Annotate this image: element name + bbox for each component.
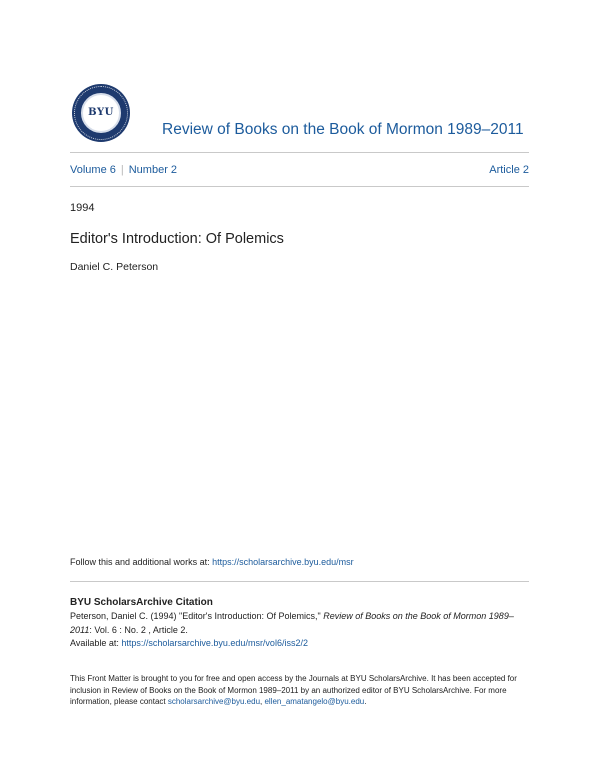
access-notice-text: This Front Matter is brought to you for free and open access by the Journals at BYU ScholarsArchive. It has been accepted for inclusion in Review of Books on the Book of Mormon 1989–2011 by an authorized editor of BYU ScholarsArchive. For more information, please contact (70, 674, 517, 706)
available-label: Available at: (70, 638, 122, 648)
journal-title-link[interactable]: Review of Books on the Book of Mormon 1989–2011 (162, 121, 524, 138)
citation-prefix: Peterson, Daniel C. (1994) "Editor's Introduction: Of Polemics," (70, 611, 324, 621)
volume-link[interactable]: Volume 6 (70, 164, 116, 176)
follow-link[interactable]: https://scholarsarchive.byu.edu/msr (212, 557, 354, 567)
access-notice (70, 673, 532, 708)
seal-text: BYU (88, 107, 114, 118)
divider-top (70, 152, 529, 153)
citation-suffix: : Vol. 6 : No. 2 , Article 2. (89, 624, 188, 635)
contact-email-1[interactable]: scholarsarchive@byu.edu (167, 697, 261, 706)
seal-ring-decoration (74, 86, 128, 140)
citation-heading: BYU ScholarsArchive Citation (70, 597, 213, 608)
article-number-link[interactable]: Article 2 (489, 164, 529, 176)
available-link[interactable]: https://scholarsarchive.byu.edu/msr/vol6/iss2/2 (121, 638, 308, 648)
number-link[interactable]: Number 2 (128, 164, 178, 176)
citation-block (70, 610, 532, 651)
divider-bottom (70, 186, 529, 187)
byu-seal-logo (72, 84, 130, 142)
divider-citation (70, 581, 529, 582)
email-separator: , (260, 697, 265, 706)
article-title: Editor's Introduction: Of Polemics (70, 231, 284, 247)
issue-separator: | (120, 164, 124, 176)
issue-info-row (70, 164, 529, 176)
author-name: Daniel C. Peterson (70, 261, 159, 273)
notice-end: . (364, 697, 367, 706)
follow-line (70, 557, 354, 567)
citation-journal: Review of Books on the Book of Mormon 1989–2011 (70, 611, 514, 635)
contact-email-2[interactable]: ellen_amatangelo@byu.edu (264, 697, 365, 706)
issue-links (70, 164, 177, 176)
follow-text: Follow this and additional works at: (70, 557, 213, 567)
publication-year: 1994 (70, 202, 95, 214)
